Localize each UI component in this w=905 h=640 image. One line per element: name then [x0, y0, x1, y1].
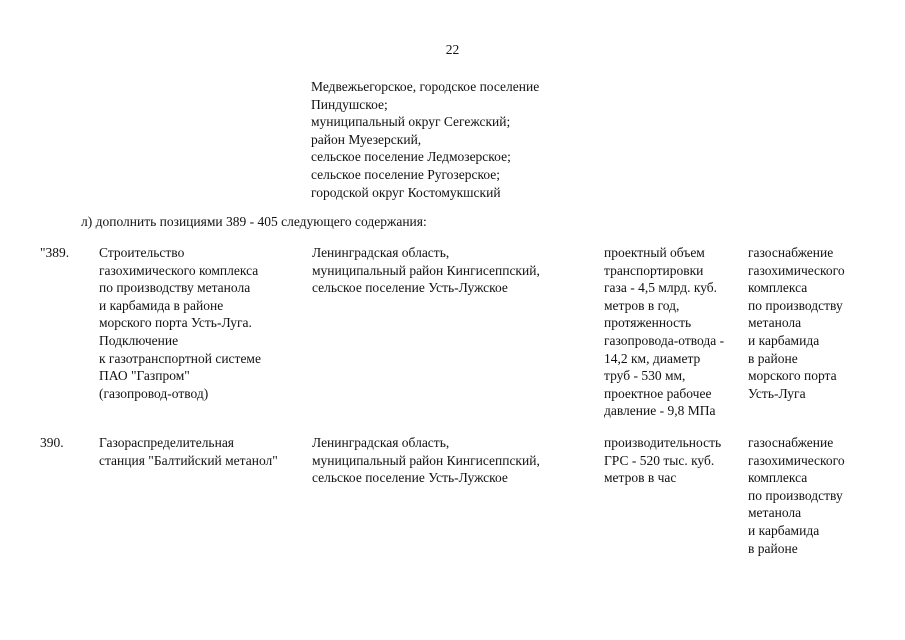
text-line: протяженность: [604, 315, 692, 331]
text-line: по производству: [748, 297, 843, 313]
intro-paragraph: л) дополнить позициями 389 - 405 следующего содержания:: [81, 214, 427, 229]
text-line: транспортировки: [604, 262, 704, 278]
text-line: сельское поселение Усть-Лужское: [312, 470, 508, 486]
text-line: район Муезерский,: [311, 131, 422, 147]
text-line: муниципальный округ Сегежский;: [311, 114, 511, 130]
text-line: городской округ Костомукшский: [311, 184, 501, 200]
text-line: по производству метанола: [99, 280, 251, 296]
text-line: Подключение: [99, 332, 179, 348]
text-line: ГРС - 520 тыс. куб.: [604, 452, 715, 468]
text-line: и карбамида в районе: [99, 297, 224, 313]
text-line: Ленинградская область,: [312, 245, 450, 260]
text-line: (газопровод-отвод): [99, 385, 209, 401]
text-line: Усть-Луга: [748, 385, 806, 401]
text-line: проектное рабочее: [604, 385, 712, 401]
text-line: метанола: [748, 315, 802, 331]
object-purpose: [748, 434, 845, 557]
object-location: [312, 244, 540, 297]
object-purpose: [748, 244, 845, 402]
text-line: Ленинградская область,: [312, 435, 450, 450]
text-line: газоснабжение: [748, 245, 834, 260]
text-line: сельское поселение Усть-Лужское: [312, 280, 508, 296]
text-line: в районе: [748, 540, 798, 556]
text-line: метров в год,: [604, 297, 680, 313]
text-line: к газотранспортной системе: [99, 350, 261, 366]
text-line: метанола: [748, 505, 802, 521]
object-specs: [604, 434, 721, 487]
continuation-text: [311, 78, 539, 201]
page-number: 22: [445, 42, 460, 57]
text-line: производительность: [604, 435, 722, 450]
text-line: газа - 4,5 млрд. куб.: [604, 280, 718, 296]
text-line: сельское поселение Ругозерское;: [311, 166, 500, 182]
text-line: морского порта Усть-Луга.: [99, 315, 252, 331]
text-line: комплекса: [748, 470, 808, 486]
text-line: газохимического: [748, 452, 845, 468]
row-number: "389.: [40, 245, 70, 260]
text-line: в районе: [748, 350, 798, 366]
text-line: сельское поселение Ледмозерское;: [311, 149, 511, 165]
text-line: Газораспределительная: [99, 435, 235, 450]
row-number: 390.: [40, 435, 64, 450]
text-line: труб - 530 мм,: [604, 368, 686, 384]
text-line: метров в час: [604, 470, 677, 486]
text-line: и карбамида: [748, 522, 820, 538]
text-line: проектный объем: [604, 245, 705, 260]
object-specs: [604, 244, 724, 420]
text-line: морского порта: [748, 368, 837, 384]
object-name: [99, 434, 278, 469]
text-line: ПАО "Газпром": [99, 368, 190, 384]
text-line: газохимического: [748, 262, 845, 278]
object-location: [312, 434, 540, 487]
text-line: газохимического комплекса: [99, 262, 259, 278]
text-line: по производству: [748, 487, 843, 503]
text-line: и карбамида: [748, 332, 820, 348]
text-line: комплекса: [748, 280, 808, 296]
text-line: 14,2 км, диаметр: [604, 350, 701, 366]
text-line: Пиндушское;: [311, 96, 388, 112]
object-name: [99, 244, 261, 402]
text-line: муниципальный район Кингисеппский,: [312, 452, 540, 468]
text-line: муниципальный район Кингисеппский,: [312, 262, 540, 278]
text-line: Строительство: [99, 245, 185, 260]
text-line: станция "Балтийский метанол": [99, 452, 278, 468]
text-line: давление - 9,8 МПа: [604, 403, 716, 419]
text-line: газопровода-отвода -: [604, 332, 725, 348]
text-line: газоснабжение: [748, 435, 834, 450]
text-line: Медвежьегорское, городское поселение: [311, 79, 540, 94]
